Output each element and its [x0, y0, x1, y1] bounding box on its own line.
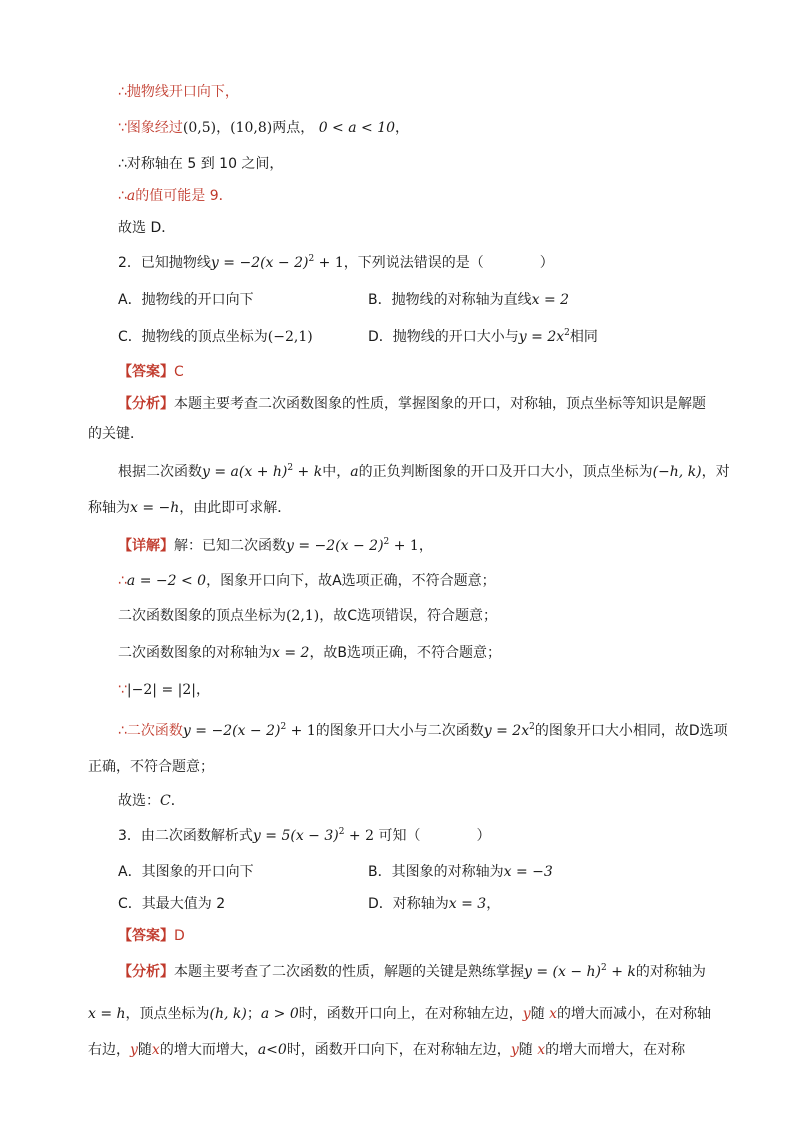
math-expression: (10,8)	[230, 120, 273, 136]
detail-line	[88, 757, 214, 777]
math-variable: a	[126, 188, 136, 204]
text: 根据二次函数	[118, 464, 202, 480]
math-expression: + k	[293, 464, 323, 480]
math-expression: x = 3	[448, 896, 487, 912]
math-expression: + 1	[314, 255, 344, 271]
math-variable: y	[510, 1042, 519, 1058]
analysis-line	[88, 1040, 685, 1060]
solution-line	[118, 154, 283, 174]
math-exponent: 2	[383, 537, 390, 547]
text: ∴	[118, 573, 127, 589]
text: 二次函数图象的顶点坐标为	[118, 608, 286, 624]
option-c	[118, 894, 225, 914]
basis-line	[88, 498, 291, 518]
option-d	[368, 327, 598, 349]
text: ∵	[118, 682, 127, 698]
text: 本题主要考查二次函数图象的性质，掌握图象的开口，对称轴，顶点坐标等知识是解题	[174, 396, 706, 412]
math-variable: x	[151, 1042, 160, 1058]
detail-line	[118, 571, 496, 591]
option-a	[118, 862, 254, 882]
text: 解：已知二次函数	[174, 538, 286, 554]
math-expression: y = −2(x − 2)	[182, 723, 281, 739]
solution-line	[118, 186, 233, 206]
text: ，	[195, 682, 210, 698]
math-expression: y = 2x	[483, 723, 530, 739]
answer-line	[118, 362, 184, 382]
math-variable: x	[549, 1006, 558, 1022]
math-exponent: 2	[287, 463, 294, 473]
option-c	[118, 327, 313, 347]
math-variable: x	[537, 1042, 546, 1058]
math-exponent: 2	[338, 827, 345, 837]
detail-line	[118, 643, 501, 663]
text: 的图象开口大小相同，故D选项	[534, 723, 728, 739]
math-expression: (2,1)	[286, 608, 320, 624]
text: ，故C选项错误，符合题意；	[319, 608, 497, 624]
text: 随	[530, 1006, 550, 1022]
math-expression: + 1	[286, 723, 316, 739]
solution-line	[118, 118, 409, 138]
detail-line	[118, 536, 433, 558]
math-exponent: 2	[529, 722, 535, 732]
analysis-line	[88, 1004, 711, 1024]
text: C．抛物线的顶点坐标为	[118, 329, 268, 345]
text: 故选：	[118, 793, 160, 809]
detail-line	[118, 791, 185, 811]
text: ；	[246, 1006, 261, 1022]
text: ，	[395, 120, 410, 136]
math-variable: y	[522, 1006, 531, 1022]
text: D．抛物线的开口大小与	[368, 329, 519, 345]
math-expression: a = −2 < 0	[126, 573, 207, 589]
text: 3．由二次函数解析式	[118, 828, 253, 844]
text: ，顶点坐标为	[125, 1006, 210, 1022]
text: ，故B选项正确，不符合题意；	[309, 645, 502, 661]
option-b	[368, 290, 569, 310]
math-expression: (0,5)	[182, 120, 217, 136]
text: B．其图象的对称轴为	[368, 864, 504, 880]
text: 的增大而增大，在对称	[545, 1042, 686, 1058]
text: 的增大而减小，在对称轴	[557, 1006, 712, 1022]
detail-line	[118, 606, 497, 626]
math-expression: a<0	[257, 1042, 287, 1058]
analysis-line	[118, 962, 706, 984]
text: 的增大而增大，	[159, 1042, 258, 1058]
math-variable: C	[160, 793, 171, 809]
solution-line	[118, 82, 239, 102]
math-expression: (h, k)	[209, 1006, 247, 1022]
math-variable: a	[350, 464, 359, 480]
analysis-line	[88, 424, 144, 444]
math-expression: |−2| = |2|	[126, 682, 196, 698]
answer-line	[118, 926, 185, 946]
text: ，下列说法错误的是（ ）	[343, 255, 554, 271]
detail-line	[118, 721, 728, 743]
analysis-tag: 【分析】	[118, 396, 174, 412]
math-expression: (−h, k)	[652, 464, 702, 480]
text: 正确，不符合题意；	[88, 759, 214, 775]
math-expression: y = −2(x − 2)	[286, 538, 384, 554]
text: 两点，	[272, 120, 315, 136]
answer-tag: 【答案】	[118, 928, 174, 944]
math-expression: x = 2	[272, 645, 310, 661]
text: 的正负判断图象的开口及开口大小，顶点坐标为	[358, 464, 653, 480]
text: 故选 D．	[118, 220, 176, 236]
text: 随	[518, 1042, 538, 1058]
math-expression: + 1	[389, 538, 419, 554]
text: 的值可能是 9．	[135, 188, 233, 204]
basis-line	[118, 462, 730, 484]
text: A．抛物线的开口向下	[118, 292, 254, 308]
text: ∴对称轴在 5 到 10 之间，	[118, 156, 284, 172]
math-variable: y	[130, 1042, 138, 1058]
text: C．其最大值为 2	[118, 896, 226, 912]
detail-line	[118, 680, 210, 700]
analysis-tag: 【分析】	[118, 964, 174, 980]
text: ∵图象经过	[118, 120, 183, 136]
option-d	[368, 894, 500, 914]
math-expression: + k	[606, 964, 636, 980]
text: 中，	[322, 464, 351, 480]
text: 右边，	[88, 1042, 130, 1058]
text: 相同	[569, 329, 598, 345]
math-exponent: 2	[280, 722, 287, 732]
text: 本题主要考查了二次函数的性质，解题的关键是熟练掌握	[174, 964, 524, 980]
text: D．对称轴为	[368, 896, 449, 912]
math-exponent: 2	[308, 254, 315, 264]
answer-value: D	[174, 928, 185, 944]
text: 二次函数图象的对称轴为	[118, 645, 272, 661]
math-expression: x = −3	[503, 864, 553, 880]
text: ，图象开口向下，故A选项正确，不符合题意；	[206, 573, 496, 589]
math-exponent: 2	[564, 328, 570, 338]
text: 的图象开口大小与二次函数	[315, 723, 484, 739]
math-expression: x = h	[88, 1006, 126, 1022]
math-expression: y = −2(x − 2)	[210, 255, 309, 271]
math-expression: y = (x − h)	[524, 964, 602, 980]
text: ，	[486, 896, 501, 912]
text: 时，函数开口向上，在对称轴左边，	[298, 1006, 523, 1022]
math-expression: x = −h	[130, 500, 180, 516]
math-expression: y = 2x	[518, 329, 565, 345]
text: ，	[418, 538, 433, 554]
question-stem	[118, 826, 490, 848]
text: 随	[137, 1042, 152, 1058]
answer-tag: 【答案】	[118, 364, 174, 380]
text: 称轴为	[88, 500, 130, 516]
option-a	[118, 290, 254, 310]
text: 时，函数开口向下，在对称轴左边，	[286, 1042, 511, 1058]
option-b	[368, 862, 553, 882]
answer-value: C	[174, 364, 184, 380]
text: ∴抛物线开口向下，	[118, 84, 239, 100]
text: 2．已知抛物线	[118, 255, 211, 271]
text: 可知（ ）	[374, 828, 491, 844]
question-stem	[118, 253, 554, 275]
text: ∴	[118, 188, 127, 204]
text: ∴二次函数	[118, 723, 183, 739]
text: ，	[216, 120, 231, 136]
text: ．	[170, 793, 185, 809]
text: 的对称轴为	[635, 964, 706, 980]
math-expression: a > 0	[260, 1006, 299, 1022]
text: 的关键．	[88, 426, 144, 442]
math-expression: 0 < a < 10	[318, 120, 396, 136]
math-expression: x = 2	[531, 292, 570, 308]
math-exponent: 2	[601, 963, 607, 973]
text: ，对	[701, 464, 730, 480]
math-expression: y = 5(x − 3)	[252, 828, 339, 844]
detail-tag: 【详解】	[118, 538, 174, 554]
math-expression: (−2,1)	[267, 329, 313, 345]
math-expression: + 2	[344, 828, 375, 844]
math-expression: y = a(x + h)	[202, 464, 288, 480]
text: A．其图象的开口向下	[118, 864, 254, 880]
solution-line	[118, 218, 175, 238]
text: ，由此即可求解．	[179, 500, 292, 516]
analysis-line	[118, 394, 706, 414]
text: B．抛物线的对称轴为直线	[368, 292, 532, 308]
